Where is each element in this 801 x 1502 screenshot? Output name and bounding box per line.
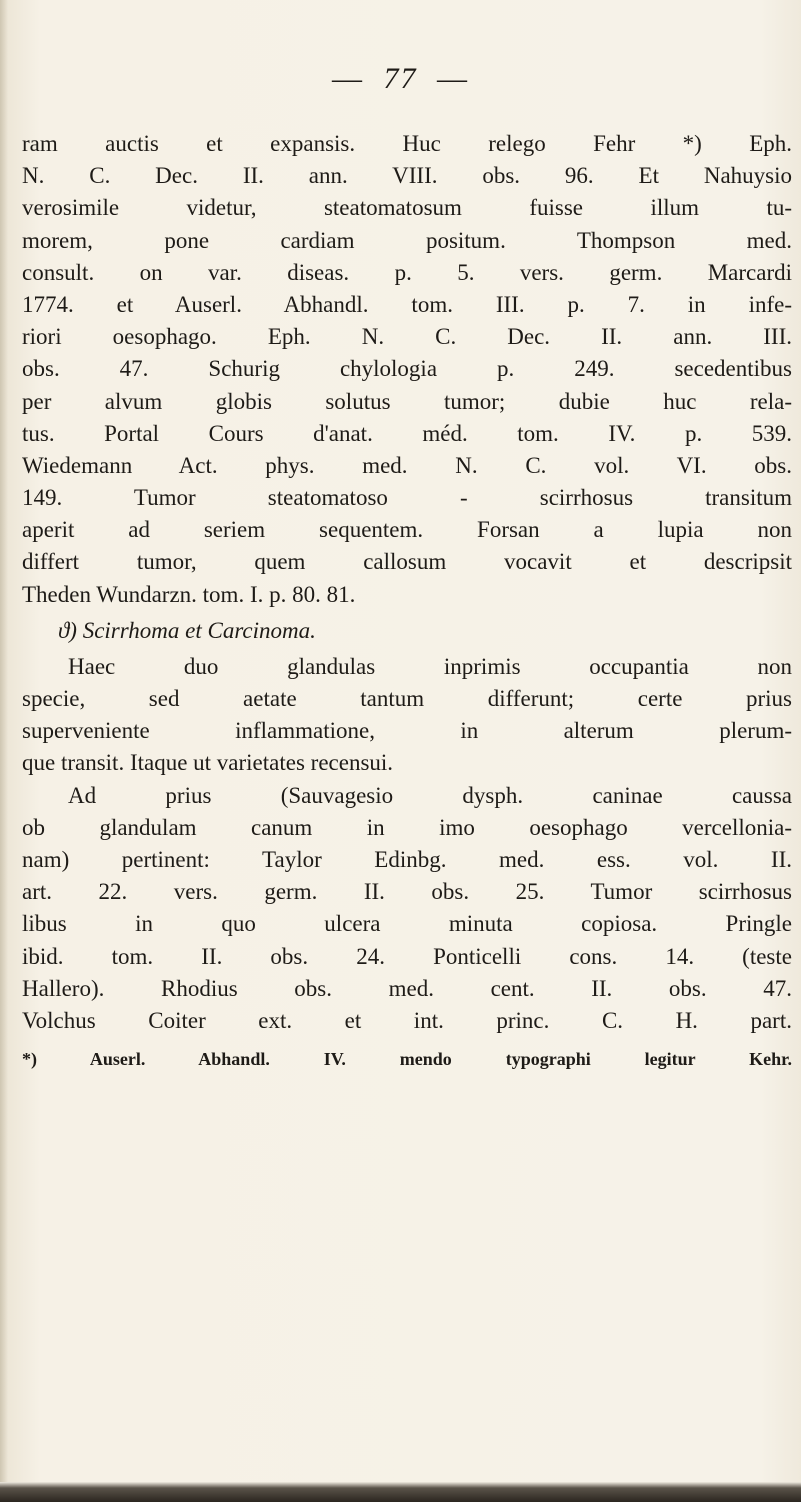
- section-text-line: ob glandulam canum in imo oesophago vercellonia-: [22, 814, 792, 840]
- text-line: per alvum globis solutus tumor; dubie huc rela-: [22, 388, 792, 414]
- main-text-block: [22, 128, 792, 1037]
- text-line: differt tumor, quem callosum vocavit et descripsit: [22, 549, 792, 575]
- text-line: tus. Portal Cours d'anat. méd. tom. IV. p. 539.: [22, 420, 792, 446]
- section-text-line: Haec duo glandulas inprimis occupantia non: [68, 653, 792, 679]
- section-text-line: nam) pertinent: Taylor Edinbg. med. ess. vol. II.: [22, 846, 792, 872]
- section-text-line: superveniente inflammatione, in alterum plerum-: [22, 718, 792, 744]
- section-text-line: Volchus Coiter ext. et int. princ. C. H. part.: [22, 1007, 792, 1033]
- text-line: riori oesophago. Eph. N. C. Dec. II. ann. III.: [22, 324, 792, 350]
- section-text-line: Ad prius (Sauvagesio dysph. caninae caussa: [68, 782, 792, 808]
- text-line: obs. 47. Schurig chylologia p. 249. secedentibus: [22, 356, 792, 382]
- section-text-line: que transit. Itaque ut varietates recensui.: [22, 750, 394, 776]
- section-text-line: art. 22. vers. germ. II. obs. 25. Tumor scirrhosus: [22, 879, 792, 905]
- text-line: 149. Tumor steatomatoso - scirrhosus transitum: [22, 485, 792, 511]
- text-line: Theden Wundarzn. tom. I. p. 80. 81.: [22, 581, 356, 607]
- section-text-line: specie, sed aetate tantum differunt; certe prius: [22, 686, 792, 711]
- page-gutter-shadow: [0, 0, 8, 1502]
- text-line: Wiedemann Act. phys. med. N. C. vol. VI. obs.: [22, 452, 792, 478]
- page-number: 77: [383, 62, 418, 95]
- section-heading: ϑ) Scirrhoma et Carcinoma.: [58, 617, 316, 643]
- text-line: ram auctis et expansis. Huc relego Fehr *) Eph.: [22, 131, 792, 156]
- text-line: verosimile videtur, steatomatosum fuisse illum tu-: [22, 195, 792, 221]
- text-line: aperit ad seriem sequentem. Forsan a lupia non: [22, 517, 792, 543]
- footnote: *) Auserl. Abhandl. IV. mendo typographi legitur Kehr.: [22, 1049, 792, 1069]
- text-line: morem, pone cardiam positum. Thompson med.: [22, 227, 792, 253]
- text-line: consult. on var. diseas. p. 5. vers. germ. Marcardi: [22, 259, 792, 285]
- header-dash-right: —: [437, 62, 469, 95]
- header-dash-left: —: [332, 62, 364, 95]
- page-bottom-edge: [0, 1482, 801, 1502]
- section-text-line: Hallero). Rhodius obs. med. cent. II. obs. 47.: [22, 975, 792, 1001]
- text-line: 1774. et Auserl. Abhandl. tom. III. p. 7. in infe-: [22, 291, 792, 317]
- section-text-line: ibid. tom. II. obs. 24. Ponticelli cons. 14. (teste: [22, 943, 792, 969]
- text-line: N. C. Dec. II. ann. VIII. obs. 96. Et Nahuysio: [22, 163, 792, 189]
- section-text-line: libus in quo ulcera minuta copiosa. Pringle: [22, 911, 792, 937]
- page-header: [0, 62, 801, 96]
